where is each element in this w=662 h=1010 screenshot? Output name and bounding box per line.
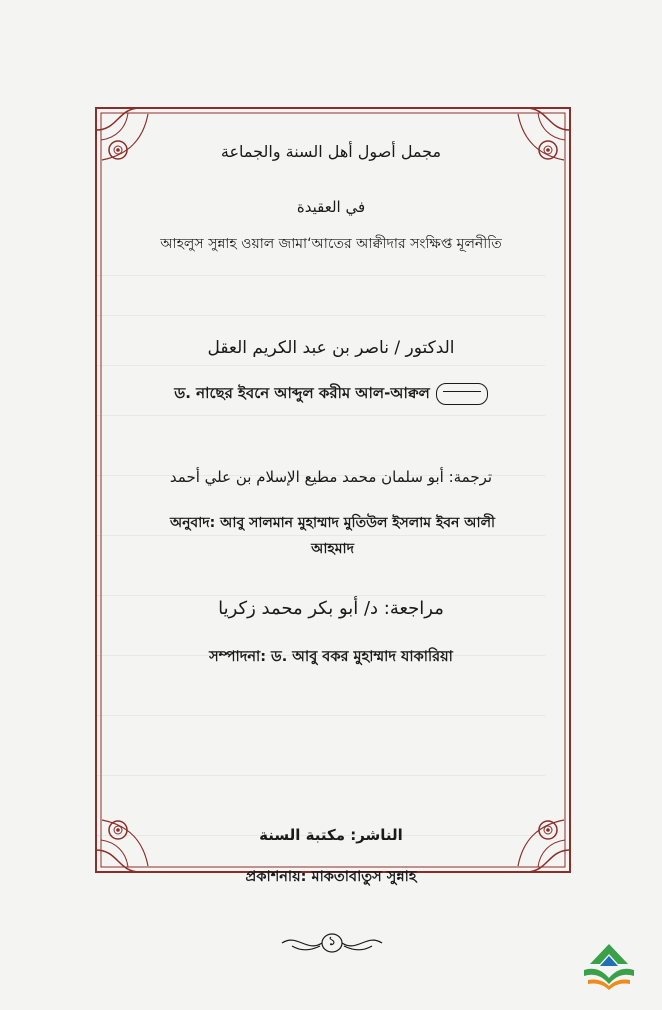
title-arabic: مجمل أصول أهل السنة والجماعة <box>220 142 442 161</box>
translator-arabic: ترجمة: أبو سلمان محمد مطيع الإسلام بن علي أحمد <box>169 468 493 486</box>
title-bengali: আহলুস সুন্নাহ ওয়াল জামা‘আতের আক্বীদার সংক্ষিপ্ত মূলনীতি <box>160 236 502 252</box>
author-bengali-line <box>0 382 662 407</box>
translator-bengali: অনুবাদ: আবু সালমান মুহাম্মাদ মুতিউল ইসলাম ইবন আলী আহমাদ <box>169 515 496 557</box>
ornamental-border <box>88 100 578 880</box>
author-arabic: الدكتور / ناصر بن عبد الكريم العقل <box>207 338 455 358</box>
reviewer-bengali: সম্পাদনা: ড. আবু বকর মুহাম্মাদ যাকারিয়া <box>209 649 453 665</box>
author-bengali: ড. নাছের ইবনে আব্দুল করীম আল-আক্বল <box>174 384 430 402</box>
subtitle-arabic: في العقيدة <box>296 198 366 216</box>
publisher-bengali: প্রকাশনায়: মাকতাবাতুস সুন্নাহ <box>245 869 417 885</box>
reviewer-arabic: مراجعة: د/ أبو بكر محمد زكريا <box>218 598 444 619</box>
publisher-logo <box>578 940 640 992</box>
publisher-arabic: الناشر: مكتبة السنة <box>259 826 403 844</box>
ornamental-page-number <box>272 928 392 958</box>
page-number: ১ <box>328 934 336 948</box>
honorific-icon <box>436 383 488 405</box>
